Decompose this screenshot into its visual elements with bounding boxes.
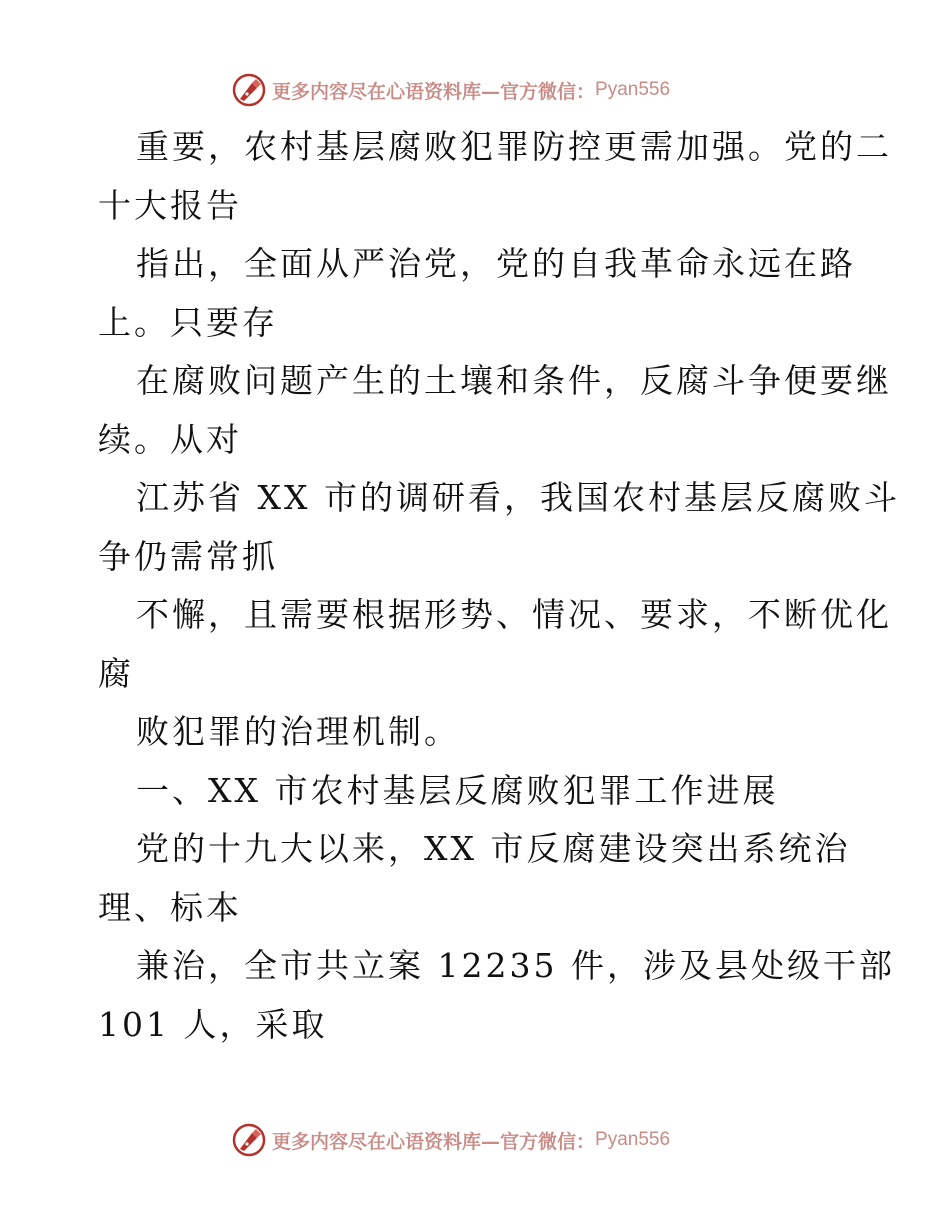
- section-heading: 一、XX 市农村基层反腐败犯罪工作进展: [136, 770, 779, 810]
- text-line: 101 人，采取: [98, 1004, 328, 1044]
- pen-nib-logo-icon: [232, 73, 266, 107]
- header-banner: [232, 70, 670, 110]
- text-line: 腐: [98, 653, 134, 693]
- body-text: [98, 118, 900, 1054]
- pen-nib-logo-icon: [232, 1123, 266, 1157]
- text-line: 在腐败问题产生的土壤和条件，反腐斗争便要继: [136, 361, 892, 400]
- text-line: 争仍需常抓: [98, 536, 278, 576]
- banner-wechat-id: Pyan556: [595, 79, 671, 100]
- banner-wechat-id: Pyan556: [595, 1129, 671, 1150]
- text-line: 重要，农村基层腐败犯罪防控更需加强。党的二: [136, 127, 892, 166]
- text-line: 指出，全面从严治党，党的自我革命永远在路: [136, 244, 856, 283]
- text-line: 败犯罪的治理机制。: [136, 712, 460, 751]
- text-line: 十大报告: [98, 185, 242, 225]
- text-line: 上。只要存: [98, 302, 278, 342]
- text-line: 党的十九大以来，XX 市反腐建设突出系统治: [136, 829, 851, 868]
- text-line: 理、标本: [98, 887, 242, 927]
- text-line: 兼治，全市共立案 12235 件，涉及县处级干部: [136, 946, 895, 985]
- text-line: 不懈，且需要根据形势、情况、要求，不断优化: [136, 595, 892, 634]
- footer-banner: [232, 1120, 670, 1160]
- banner-text: 更多内容尽在心语资料库—官方微信：: [272, 1130, 596, 1153]
- text-line: 江苏省 XX 市的调研看，我国农村基层反腐败斗: [136, 478, 900, 517]
- text-line: 续。从对: [98, 419, 242, 459]
- banner-text: 更多内容尽在心语资料库—官方微信：: [272, 80, 596, 103]
